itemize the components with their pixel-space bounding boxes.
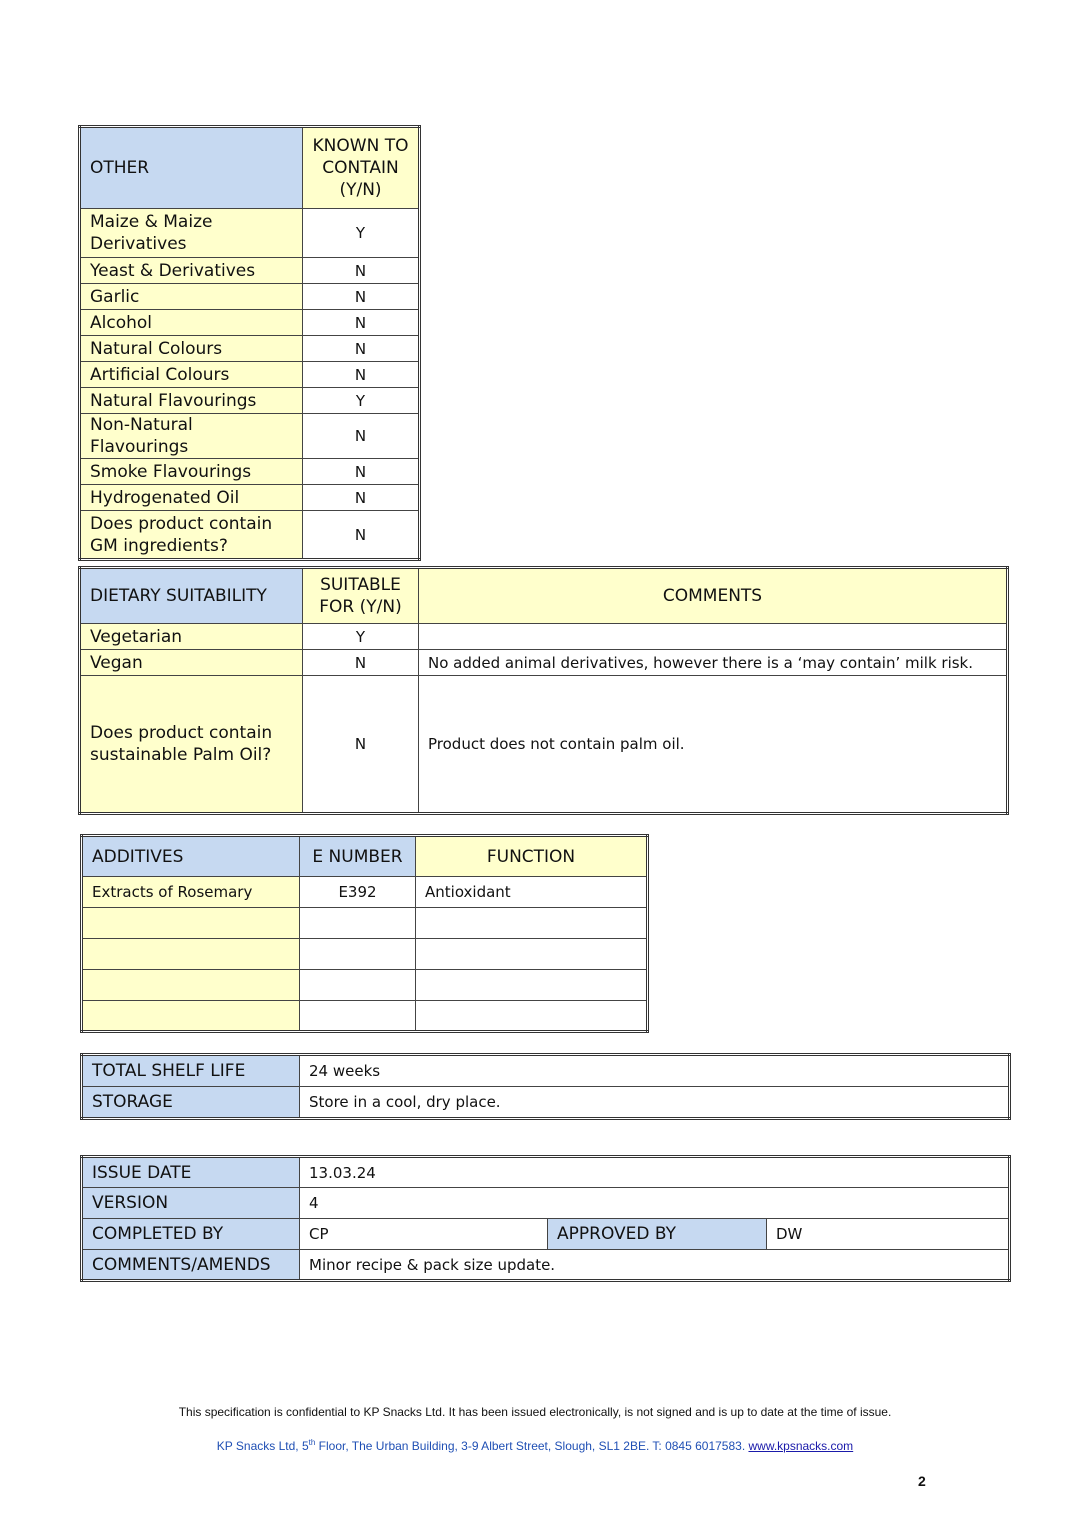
version-label: VERSION bbox=[82, 1188, 300, 1219]
storage-label: STORAGE bbox=[82, 1087, 300, 1119]
approved-by-label: APPROVED BY bbox=[548, 1219, 767, 1250]
page-number: 2 bbox=[918, 1473, 926, 1489]
additive-name: Extracts of Rosemary bbox=[82, 877, 300, 908]
table-row bbox=[80, 310, 420, 336]
other-header-label: OTHER bbox=[80, 127, 303, 209]
confidential-notice: This specification is confidential to KP Snacks Ltd. It has been issued electronically, is not signed and is up to date at the time of issue. bbox=[178, 1405, 892, 1419]
row-label: Smoke Flavourings bbox=[80, 459, 303, 485]
other-table bbox=[78, 125, 421, 561]
completed-by-label: COMPLETED BY bbox=[82, 1219, 300, 1250]
table-row bbox=[80, 459, 420, 485]
additive-name bbox=[82, 970, 300, 1001]
approved-by-value: DW bbox=[767, 1219, 1010, 1250]
table-row bbox=[80, 485, 420, 511]
row-value: N bbox=[303, 459, 420, 485]
comments-amends-value: Minor recipe & pack size update. bbox=[300, 1250, 1010, 1281]
row-value: N bbox=[303, 676, 419, 814]
table-row bbox=[80, 362, 420, 388]
additives-header-enumber: E NUMBER bbox=[300, 836, 416, 877]
row-comment: Product does not contain palm oil. bbox=[419, 676, 1008, 814]
row-label: Non-Natural Flavourings bbox=[80, 414, 303, 459]
issue-date-value: 13.03.24 bbox=[300, 1157, 1010, 1188]
dietary-header-comments: COMMENTS bbox=[419, 568, 1008, 624]
table-row bbox=[80, 284, 420, 310]
comments-amends-label: COMMENTS/AMENDS bbox=[82, 1250, 300, 1281]
additive-name bbox=[82, 939, 300, 970]
table-row bbox=[82, 1188, 1010, 1219]
row-label: Maize & Maize Derivatives bbox=[80, 209, 303, 258]
additive-function: Antioxidant bbox=[416, 877, 648, 908]
row-value: N bbox=[303, 485, 420, 511]
row-label: Natural Colours bbox=[80, 336, 303, 362]
shelf-life-table bbox=[80, 1053, 1011, 1120]
row-label: Garlic bbox=[80, 284, 303, 310]
version-value: 4 bbox=[300, 1188, 1010, 1219]
row-value: N bbox=[303, 284, 420, 310]
table-row bbox=[80, 650, 1008, 676]
storage-value: Store in a cool, dry place. bbox=[300, 1087, 1010, 1119]
row-label: Natural Flavourings bbox=[80, 388, 303, 414]
table-row bbox=[82, 1219, 1010, 1250]
table-row bbox=[80, 414, 420, 459]
table-row bbox=[82, 908, 648, 939]
additive-function bbox=[416, 939, 648, 970]
table-row bbox=[82, 970, 648, 1001]
dietary-header-value: SUITABLE FOR (Y/N) bbox=[303, 568, 419, 624]
row-value: N bbox=[303, 362, 420, 388]
row-value: N bbox=[303, 511, 420, 560]
row-label: Vegan bbox=[80, 650, 303, 676]
row-value: Y bbox=[303, 388, 420, 414]
additive-enumber bbox=[300, 908, 416, 939]
additive-enumber: E392 bbox=[300, 877, 416, 908]
additive-name bbox=[82, 908, 300, 939]
row-label: Alcohol bbox=[80, 310, 303, 336]
table-row bbox=[80, 511, 420, 560]
additive-function bbox=[416, 1001, 648, 1032]
row-comment: No added animal derivatives, however there is a ‘may contain’ milk risk. bbox=[419, 650, 1008, 676]
issue-table bbox=[80, 1155, 1011, 1282]
completed-by-value: CP bbox=[300, 1219, 548, 1250]
table-row bbox=[82, 1157, 1010, 1188]
additives-table bbox=[80, 834, 649, 1033]
row-label: Yeast & Derivatives bbox=[80, 258, 303, 284]
table-row bbox=[80, 676, 1008, 814]
row-value: N bbox=[303, 336, 420, 362]
row-value: N bbox=[303, 650, 419, 676]
other-header-value: KNOWN TO CONTAIN (Y/N) bbox=[303, 127, 420, 209]
additive-function bbox=[416, 970, 648, 1001]
row-value: N bbox=[303, 310, 420, 336]
table-row bbox=[82, 1087, 1010, 1119]
dietary-table bbox=[78, 566, 1009, 815]
table-row bbox=[82, 1001, 648, 1032]
dietary-header-label: DIETARY SUITABILITY bbox=[80, 568, 303, 624]
table-row bbox=[80, 336, 420, 362]
row-label: Hydrogenated Oil bbox=[80, 485, 303, 511]
table-row bbox=[80, 209, 420, 258]
row-label: Does product contain GM ingredients? bbox=[80, 511, 303, 560]
additive-enumber bbox=[300, 939, 416, 970]
row-value: N bbox=[303, 258, 420, 284]
table-row bbox=[82, 877, 648, 908]
row-value: Y bbox=[303, 624, 419, 650]
row-comment bbox=[419, 624, 1008, 650]
issue-date-label: ISSUE DATE bbox=[82, 1157, 300, 1188]
additive-enumber bbox=[300, 1001, 416, 1032]
row-label: Does product contain sustainable Palm Oil? bbox=[80, 676, 303, 814]
additive-name bbox=[82, 1001, 300, 1032]
shelf-life-value: 24 weeks bbox=[300, 1055, 1010, 1087]
table-row bbox=[82, 939, 648, 970]
shelf-life-label: TOTAL SHELF LIFE bbox=[82, 1055, 300, 1087]
table-row bbox=[82, 1055, 1010, 1087]
additives-header-label: ADDITIVES bbox=[82, 836, 300, 877]
row-value: N bbox=[303, 414, 420, 459]
website-link[interactable]: www.kpsnacks.com bbox=[748, 1439, 854, 1453]
table-row bbox=[80, 624, 1008, 650]
additive-enumber bbox=[300, 970, 416, 1001]
additives-header-function: FUNCTION bbox=[416, 836, 648, 877]
row-value: Y bbox=[303, 209, 420, 258]
table-row bbox=[80, 388, 420, 414]
row-label: Vegetarian bbox=[80, 624, 303, 650]
company-address: KP Snacks Ltd, 5th Floor, The Urban Building, 3-9 Albert Street, Slough, SL1 2BE. T: 0845 6017583. www.kpsnacks.com bbox=[216, 1438, 854, 1453]
table-row bbox=[80, 258, 420, 284]
table-row bbox=[82, 1250, 1010, 1281]
row-label: Artificial Colours bbox=[80, 362, 303, 388]
additive-function bbox=[416, 908, 648, 939]
